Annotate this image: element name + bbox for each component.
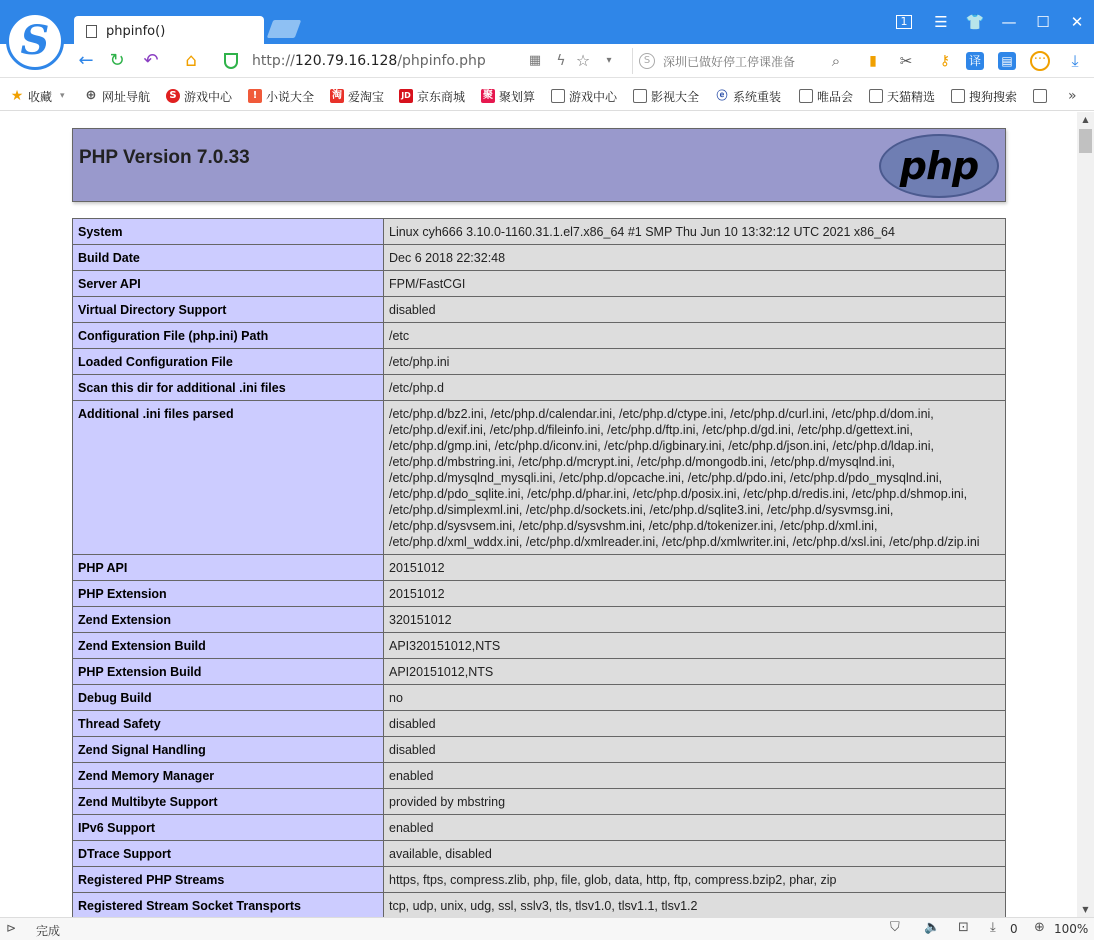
page-icon	[86, 25, 97, 38]
translate-icon[interactable]: 译	[966, 52, 984, 70]
bookmark-item[interactable]	[1033, 87, 1051, 105]
directive-name: Additional .ini files parsed	[73, 401, 384, 555]
page-title: PHP Version 7.0.33	[79, 147, 250, 168]
directive-value: API320151012,NTS	[384, 633, 1006, 659]
page-icon	[869, 89, 883, 103]
table-row	[73, 763, 1006, 789]
minimize-button[interactable]: —	[1001, 13, 1017, 31]
bookmark-item[interactable]: 唯品会	[799, 87, 853, 105]
taobao-icon: 淘	[332, 90, 342, 101]
jd-icon: JD	[399, 89, 413, 103]
more-options-icon[interactable]: ···	[1030, 51, 1050, 71]
table-row	[73, 607, 1006, 633]
directive-name: Server API	[73, 271, 384, 297]
juhuasuan-icon: 聚	[483, 90, 493, 101]
directive-name: Zend Memory Manager	[73, 763, 384, 789]
page-content	[0, 112, 1077, 917]
sidebar-toggle-icon[interactable]: ⊳	[6, 921, 17, 935]
page-icon	[1033, 89, 1047, 103]
directive-name: Debug Build	[73, 685, 384, 711]
directive-name: Virtual Directory Support	[73, 297, 384, 323]
php-version-header	[72, 128, 1006, 202]
star-icon: ★	[10, 88, 24, 104]
directive-value: Linux cyh666 3.10.0-1160.31.1.el7.x86_64 #1 SMP Thu Jun 10 13:32:12 UTC 2021 x86_64	[384, 219, 1006, 245]
bookmark-item[interactable]: 影视大全	[633, 87, 699, 105]
bookmark-item[interactable]: ⊕ 网址导航	[85, 88, 151, 104]
book-icon: !	[248, 89, 262, 103]
chevron-down-icon: ▾	[60, 91, 65, 101]
secure-shield-icon	[224, 53, 238, 69]
table-row	[73, 711, 1006, 737]
vertical-scrollbar[interactable]	[1077, 112, 1094, 917]
search-box[interactable]	[632, 48, 852, 74]
table-row	[73, 401, 1006, 555]
page-icon	[551, 89, 565, 103]
directive-value: /etc	[384, 323, 1006, 349]
directive-value: enabled	[384, 763, 1006, 789]
game-icon: S	[166, 89, 180, 103]
table-row	[73, 659, 1006, 685]
screenshot-scissors-icon[interactable]: ✂	[899, 52, 913, 70]
zoom-icon[interactable]: ⊕	[1034, 920, 1045, 935]
table-row	[73, 245, 1006, 271]
bookmarks-bar	[0, 79, 1094, 111]
php-logo-text: php	[899, 144, 979, 188]
security-shield-icon[interactable]: ⛉	[890, 920, 900, 935]
directive-value: Dec 6 2018 22:32:48	[384, 245, 1006, 271]
key-icon[interactable]: ⚷	[939, 53, 951, 69]
table-row	[73, 867, 1006, 893]
browser-chrome	[0, 0, 1094, 112]
dropdown-icon[interactable]: ▾	[606, 55, 612, 66]
directive-value: /etc/php.d/bz2.ini, /etc/php.d/calendar.ini, /etc/php.d/ctype.ini, /etc/php.d/curl.ini, /etc/php.d/dom.ini, /etc/php.d/exif.ini, /etc/php.d/fileinfo.ini, /etc/php.d/ftp.ini, /etc/php.d/gd.ini, /etc/php.d/gettext.ini, /etc/php.d/gmp.ini, /etc/php.d/iconv.ini, /etc/php.d/igbinary.ini, /etc/php.d/json.ini, /etc/php.d/ldap.ini, /etc/php.d/mbstring.ini, /etc/php.d/mcrypt.ini, /etc/php.d/mongodb.ini, /etc/php.d/mysqlnd.ini, /etc/php.d/mysqlnd_mysqli.ini, /etc/php.d/opcache.ini, /etc/php.d/pdo.ini, /etc/php.d/pdo_mysqlnd.ini, /etc/php.d/pdo_sqlite.ini, /etc/php.d/phar.ini, /etc/php.d/posix.ini, /etc/php.d/redis.ini, /etc/php.d/shmop.ini, /etc/php.d/simplexml.ini, /etc/php.d/sockets.ini, /etc/php.d/sqlite3.ini, /etc/php.d/sysvmsg.ini, /etc/php.d/sysvsem.ini, /etc/php.d/sysvshm.ini, /etc/php.d/tokenizer.ini, /etc/php.d/xml.ini, /etc/php.d/xml_wddx.ini, /etc/php.d/xmlreader.ini, /etc/php.d/xmlwriter.ini, /etc/php.d/xsl.ini, /etc/php.d/zip.ini	[384, 401, 1006, 555]
menu-icon[interactable]: ☰	[934, 13, 948, 31]
table-row	[73, 297, 1006, 323]
scroll-up-icon[interactable]: ▲	[1082, 115, 1089, 124]
status-bar	[0, 917, 1094, 940]
bookmark-item[interactable]: 搜狗搜索	[951, 87, 1017, 105]
home-icon[interactable]: ⌂	[185, 50, 197, 71]
notes-icon[interactable]: ▤	[998, 52, 1016, 70]
directive-value: API20151012,NTS	[384, 659, 1006, 685]
directive-name: Build Date	[73, 245, 384, 271]
directive-name: Registered PHP Streams	[73, 867, 384, 893]
navigation-bar	[0, 44, 1094, 78]
directive-value: disabled	[384, 297, 1006, 323]
tab-phpinfo[interactable]	[74, 16, 264, 46]
directive-value: 20151012	[384, 555, 1006, 581]
directive-value: /etc/php.d	[384, 375, 1006, 401]
directive-value: disabled	[384, 737, 1006, 763]
directive-name: Configuration File (php.ini) Path	[73, 323, 384, 349]
directive-name: DTrace Support	[73, 841, 384, 867]
directive-name: Zend Signal Handling	[73, 737, 384, 763]
undo-close-icon[interactable]: ↶	[143, 50, 159, 71]
directive-value: FPM/FastCGI	[384, 271, 1006, 297]
table-row	[73, 893, 1006, 918]
close-button[interactable]: ✕	[1070, 13, 1084, 31]
directive-name: Zend Extension	[73, 607, 384, 633]
bookmark-item[interactable]: ★ 收藏 ▾	[10, 88, 65, 104]
title-bar	[0, 0, 1094, 44]
table-row	[73, 685, 1006, 711]
directive-name: Zend Extension Build	[73, 633, 384, 659]
directive-value: enabled	[384, 815, 1006, 841]
page-icon	[633, 89, 647, 103]
back-icon[interactable]: ←	[78, 50, 94, 71]
bookmarks-overflow-icon[interactable]: »	[1068, 88, 1077, 104]
directive-name: Scan this dir for additional .ini files	[73, 375, 384, 401]
table-row	[73, 789, 1006, 815]
table-row	[73, 841, 1006, 867]
directive-name: Thread Safety	[73, 711, 384, 737]
tab-title: phpinfo()	[106, 23, 166, 39]
directive-value: tcp, udp, unix, udg, ssl, sslv3, tls, tlsv1.0, tlsv1.1, tlsv1.2	[384, 893, 1006, 918]
refresh-icon[interactable]: ↻	[109, 50, 125, 71]
table-row	[73, 271, 1006, 297]
table-row	[73, 375, 1006, 401]
url-path: /phpinfo.php	[397, 53, 486, 69]
scrollbar-thumb[interactable]	[1079, 129, 1092, 153]
table-row	[73, 349, 1006, 375]
mute-icon[interactable]: 🔈	[924, 920, 941, 935]
page-icon	[951, 89, 965, 103]
directive-value: 20151012	[384, 581, 1006, 607]
bookmark-item[interactable]: 游戏中心	[551, 87, 617, 105]
bookmark-item[interactable]: ⓔ 系统重装	[716, 89, 782, 104]
table-row	[73, 323, 1006, 349]
directive-name: Zend Multibyte Support	[73, 789, 384, 815]
url-prefix: http://	[252, 53, 295, 69]
sogou-browser-logo: S	[6, 12, 64, 70]
directive-name: PHP API	[73, 555, 384, 581]
bookmark-item[interactable]: 天猫精选	[869, 87, 935, 105]
zoom-level[interactable]: 100%	[1054, 922, 1089, 936]
directive-name: System	[73, 219, 384, 245]
php-info-table	[72, 218, 1006, 917]
maximize-button[interactable]: ☐	[1036, 13, 1050, 31]
bookmark-item[interactable]: 淘 爱淘宝	[332, 89, 385, 104]
scroll-down-icon[interactable]: ▼	[1082, 905, 1089, 914]
page-icon	[799, 89, 813, 103]
table-row	[73, 815, 1006, 841]
php-info-table-body	[73, 219, 1006, 918]
bookmark-item[interactable]: JD 京东商城	[399, 87, 465, 105]
search-placeholder: 深圳已做好停工停课准备	[663, 54, 796, 69]
directive-name: Loaded Configuration File	[73, 349, 384, 375]
directive-value: /etc/php.ini	[384, 349, 1006, 375]
table-row	[73, 581, 1006, 607]
bookmark-star-icon[interactable]: ☆	[575, 51, 591, 70]
globe-icon: ⊕	[85, 88, 97, 103]
download-count: 0	[1010, 922, 1018, 936]
directive-name: PHP Extension	[73, 581, 384, 607]
directive-name: PHP Extension Build	[73, 659, 384, 685]
table-row	[73, 555, 1006, 581]
table-row	[73, 737, 1006, 763]
search-engine-icon: S	[639, 53, 655, 69]
directive-value: disabled	[384, 711, 1006, 737]
extension-icon[interactable]: ▮	[869, 53, 877, 69]
directive-value: available, disabled	[384, 841, 1006, 867]
system-icon: ⓔ	[716, 89, 728, 102]
tab-count-icon[interactable]: 1	[896, 15, 912, 29]
new-tab-button[interactable]	[267, 20, 302, 38]
search-icon[interactable]: ⌕	[831, 52, 841, 70]
qr-code-icon[interactable]: ▦	[528, 53, 542, 68]
bookmark-item[interactable]: 聚 聚划算	[483, 89, 536, 104]
download-status-icon[interactable]: ⤓	[990, 920, 996, 935]
directive-value: https, ftps, compress.zlib, php, file, glob, data, http, ftp, compress.bzip2, phar, zip	[384, 867, 1006, 893]
php-logo[interactable]	[879, 134, 999, 198]
directive-name: Registered Stream Socket Transports	[73, 893, 384, 918]
directive-value: 320151012	[384, 607, 1006, 633]
download-icon[interactable]: ⤓	[1071, 51, 1079, 70]
bookmark-item[interactable]: ! 小说大全	[248, 87, 314, 105]
speed-mode-icon[interactable]: ϟ	[556, 53, 566, 69]
lock-icon[interactable]: ⊡	[958, 920, 969, 935]
skin-icon[interactable]: 👕	[965, 13, 985, 31]
bookmark-item[interactable]: S 游戏中心	[166, 87, 232, 105]
directive-value: provided by mbstring	[384, 789, 1006, 815]
url-host: 120.79.16.128	[294, 53, 398, 69]
table-row	[73, 219, 1006, 245]
directive-name: IPv6 Support	[73, 815, 384, 841]
directive-value: no	[384, 685, 1006, 711]
table-row	[73, 633, 1006, 659]
status-text: 完成	[36, 924, 61, 938]
